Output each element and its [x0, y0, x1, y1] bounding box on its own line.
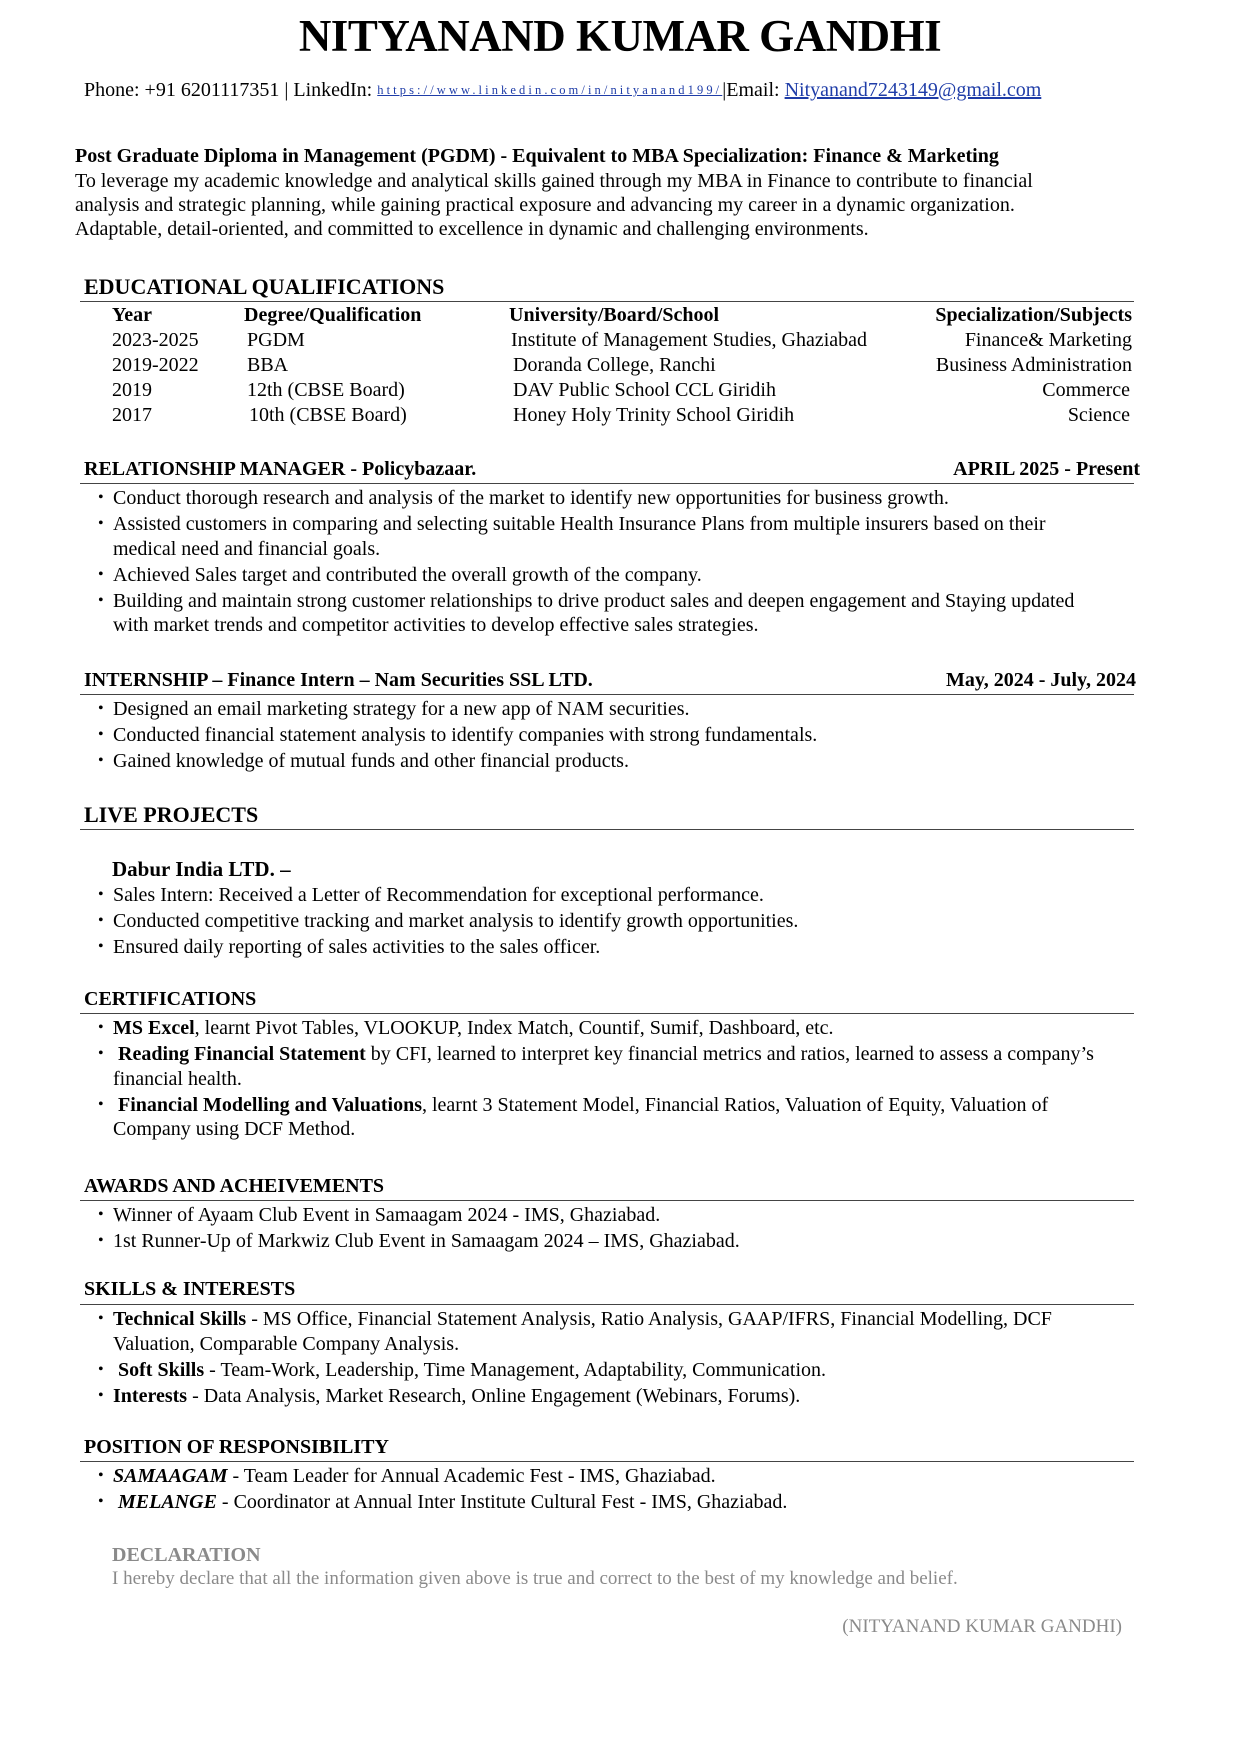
edu-school: DAV Public School CCL Giridih [513, 379, 776, 401]
projects-title: LIVE PROJECTS [84, 802, 259, 827]
list-item: • Financial Modelling and Valuations, learnt 3 Statement Model, Financial Ratios, Valuation of Equity, Valuation of Company using DCF Method. [98, 1093, 1178, 1142]
summary-line: To leverage my academic knowledge and analytical skills gained through my MBA in Finance to contribute to financial [75, 170, 1033, 192]
edu-degree: 10th (CBSE Board) [249, 404, 407, 426]
list-item: • Winner of Ayaam Club Event in Samaagam 2024 - IMS, Ghaziabad. [98, 1203, 1158, 1228]
list-item: • MELANGE - Coordinator at Annual Inter Institute Cultural Fest - IMS, Ghaziabad. [98, 1490, 1158, 1515]
col-university: University/Board/School [509, 304, 720, 326]
list-item: • Achieved Sales target and contributed the overall growth of the company. [98, 563, 1158, 588]
internship-bullets [98, 697, 1158, 775]
job-date-end: - Present [1059, 458, 1140, 480]
list-item: • Reading Financial Statement by CFI, learned to interpret key financial metrics and ratios, learned to assess a company’s financial health. [98, 1042, 1178, 1091]
phone-text: Phone: +91 6201117351 | LinkedIn: [84, 79, 378, 101]
education-row [0, 354, 1240, 378]
education-header-row [0, 304, 1240, 328]
headline: Post Graduate Diploma in Management (PGDM) - Equivalent to MBA Specialization: Finance & Marketing [75, 145, 999, 167]
list-item: • Conducted financial statement analysis to identify companies with strong fundamentals. [98, 723, 1158, 748]
list-item: • Interests - Data Analysis, Market Research, Online Engagement (Webinars, Forums). [98, 1384, 1158, 1409]
contact-line [84, 79, 1041, 102]
skills-title: SKILLS & INTERESTS [84, 1278, 296, 1300]
list-item: • Soft Skills - Team-Work, Leadership, Time Management, Adaptability, Communication. [98, 1358, 1158, 1383]
project-name: Dabur India LTD. – [112, 857, 291, 881]
edu-degree: 12th (CBSE Board) [247, 379, 405, 401]
skills-bullets [98, 1307, 1158, 1410]
job-role: RELATIONSHIP MANAGER [84, 458, 346, 480]
list-item: • Conducted competitive tracking and market analysis to identify growth opportunities. [98, 909, 1158, 934]
internship-title: INTERNSHIP – Finance Intern – Nam Securities SSL LTD. [84, 669, 593, 691]
list-item: • Conduct thorough research and analysis of the market to identify new opportunities for business growth. [98, 486, 1158, 511]
job-bullets [98, 486, 1158, 639]
job-company: - Policybazaar. [345, 458, 477, 480]
col-year: Year [112, 304, 152, 326]
declaration-title: DECLARATION [112, 1544, 261, 1566]
certifications-title: CERTIFICATIONS [84, 988, 257, 1010]
edu-year: 2019 [112, 379, 152, 401]
signature: (NITYANAND KUMAR GANDHI) [842, 1616, 1122, 1637]
list-item: • 1st Runner-Up of Markwiz Club Event in Samaagam 2024 – IMS, Ghaziabad. [98, 1229, 1158, 1254]
candidate-name: NITYANAND KUMAR GANDHI [298, 11, 942, 61]
section-rule [80, 829, 1134, 830]
education-title: EDUCATIONAL QUALIFICATIONS [84, 274, 445, 299]
education-row [0, 404, 1240, 428]
section-rule [80, 1013, 1134, 1014]
project-bullets [98, 883, 1158, 961]
section-rule [80, 301, 1134, 302]
internship-date: May, 2024 - July, 2024 [945, 669, 1136, 691]
linkedin-link[interactable]: https://www.linkedin.com/in/nityanand199/ [377, 83, 723, 97]
edu-subject: Finance& Marketing [964, 329, 1132, 351]
edu-year: 2019-2022 [112, 354, 199, 376]
job-date [953, 458, 1140, 481]
edu-school: Doranda College, Ranchi [513, 354, 716, 376]
list-item: • Gained knowledge of mutual funds and other financial products. [98, 749, 1158, 774]
list-item: • Designed an email marketing strategy for a new app of NAM securities. [98, 697, 1158, 722]
list-item: • Assisted customers in comparing and selecting suitable Health Insurance Plans from multiple insurers based on their medical need and financial goals. [98, 512, 1158, 561]
list-item: • Sales Intern: Received a Letter of Recommendation for exceptional performance. [98, 883, 1158, 908]
edu-year: 2017 [112, 404, 152, 426]
section-rule [80, 483, 1134, 484]
summary [75, 169, 1185, 241]
edu-subject: Science [1067, 404, 1130, 426]
education-row [0, 379, 1240, 403]
award-bullets [98, 1203, 1158, 1255]
job-title [84, 458, 476, 481]
list-item: • Ensured daily reporting of sales activities to the sales officer. [98, 935, 1158, 960]
edu-school: Institute of Management Studies, Ghaziabad [511, 329, 868, 351]
edu-degree: PGDM [247, 329, 305, 351]
edu-subject: Business Administration [935, 354, 1132, 376]
list-item: • Building and maintain strong customer relationships to drive product sales and deepen engagement and Staying updated with market trends and competitor activities to develop effective sales strategies. [98, 589, 1158, 638]
job-date-start: APRIL 2025 [953, 458, 1060, 480]
email-label: |Email: [722, 79, 785, 101]
list-item: • MS Excel, learnt Pivot Tables, VLOOKUP, Index Match, Countif, Sumif, Dashboard, etc. [98, 1016, 1178, 1041]
education-row [0, 329, 1240, 353]
summary-line: analysis and strategic planning, while gaining practical exposure and advancing my career in a dynamic organization. [75, 194, 1015, 216]
edu-degree: BBA [247, 354, 289, 376]
section-rule [80, 1304, 1134, 1305]
awards-title: AWARDS AND ACHEIVEMENTS [84, 1175, 385, 1197]
list-item: • SAMAAGAM - Team Leader for Annual Academic Fest - IMS, Ghaziabad. [98, 1464, 1158, 1489]
section-rule [80, 694, 1134, 695]
section-rule [80, 1461, 1134, 1462]
email-link[interactable]: Nityanand7243149@gmail.com [784, 79, 1042, 101]
certification-bullets [98, 1016, 1178, 1143]
list-item: • Technical Skills - MS Office, Financial Statement Analysis, Ratio Analysis, GAAP/IFRS, Financial Modelling, DCF Valuation, Comparable Company Analysis. [98, 1307, 1158, 1356]
col-degree: Degree/Qualification [244, 304, 422, 326]
col-specialization: Specialization/Subjects [935, 304, 1132, 326]
declaration-text: I hereby declare that all the information given above is true and correct to the best of my knowledge and belief. [112, 1568, 958, 1589]
section-rule [80, 1200, 1134, 1201]
position-bullets [98, 1464, 1158, 1516]
edu-subject: Commerce [1042, 379, 1130, 401]
edu-year: 2023-2025 [112, 329, 199, 351]
positions-title: POSITION OF RESPONSIBILITY [84, 1436, 389, 1458]
summary-line: Adaptable, detail-oriented, and committed to excellence in dynamic and challenging environments. [75, 218, 869, 240]
edu-school: Honey Holy Trinity School Giridih [513, 404, 795, 426]
